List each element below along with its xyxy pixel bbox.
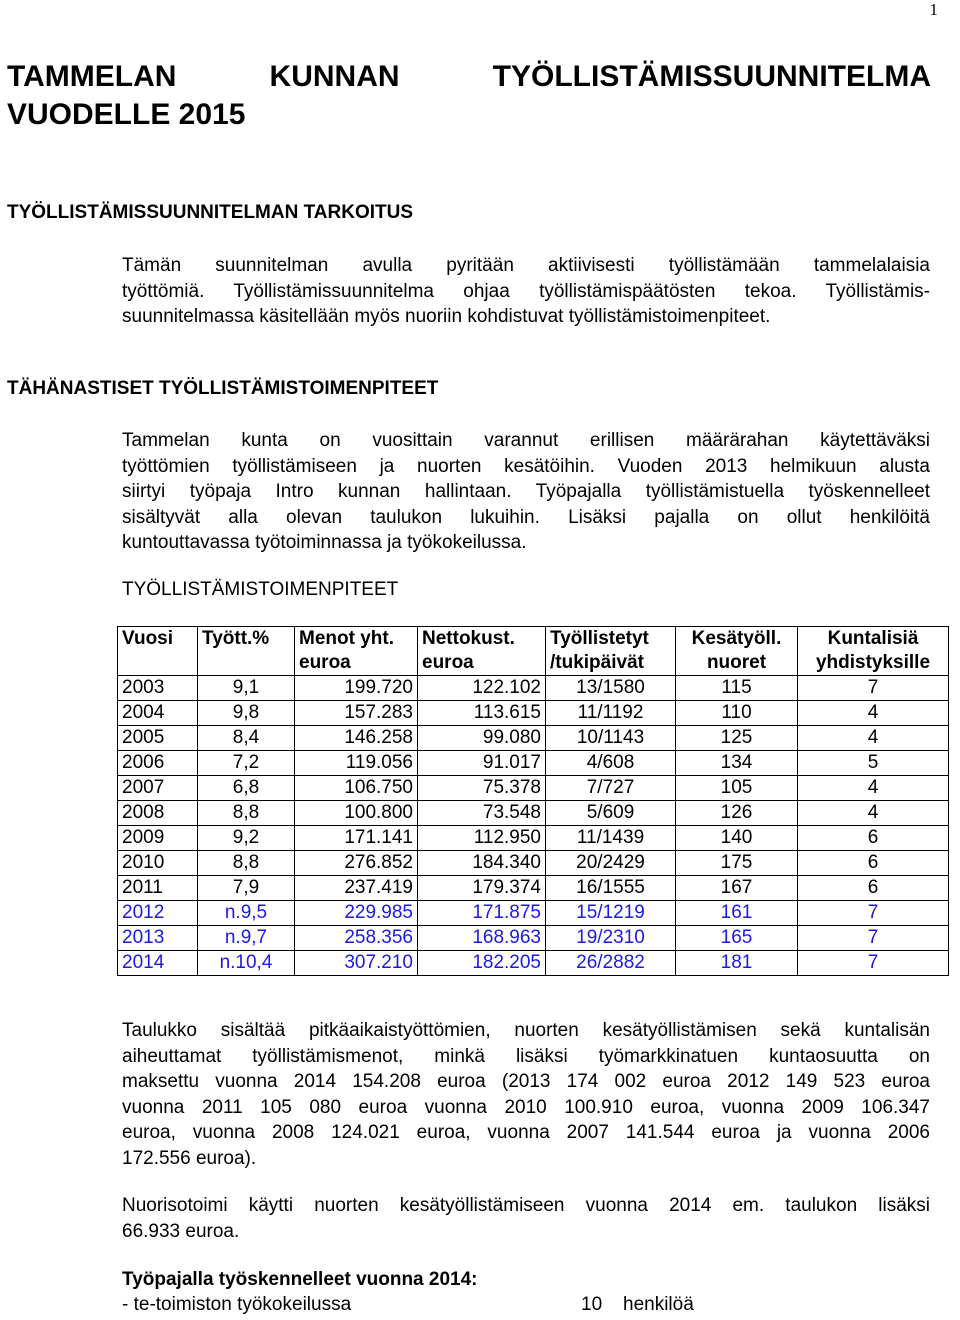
- table-row: [118, 751, 949, 776]
- cell-net-costs: 171.875: [418, 901, 546, 926]
- cell-employed: 20/2429: [546, 851, 676, 876]
- cell-year: 2003: [118, 676, 198, 701]
- cell-employed: 19/2310: [546, 926, 676, 951]
- cell-total-costs: 229.985: [295, 901, 418, 926]
- text-line: työttömiä. Työllistämissuunnitelma ohjaa työllistämispäätösten tekoa. Työllistämis-: [122, 280, 930, 302]
- cell-associations: 4: [798, 701, 949, 726]
- cell-employed: 7/727: [546, 776, 676, 801]
- table-row: [118, 951, 949, 976]
- title-word-1: TAMMELAN: [7, 60, 177, 93]
- cell-unemployment: 8,8: [198, 851, 295, 876]
- text-line: maksettu vuonna 2014 154.208 euroa (2013 174 002 euroa 2012 149 523 euroa: [122, 1071, 930, 1093]
- text-line: Tämän suunnitelman avulla pyritään aktiivisesti työllistämään tammelalaisia: [122, 255, 930, 276]
- cell-unemployment: n.9,5: [198, 901, 295, 926]
- cell-unemployment: 9,8: [198, 701, 295, 726]
- header-associations: Kuntalisiä yhdistyksille: [798, 627, 949, 676]
- table-row: [118, 676, 949, 701]
- text-line: Nuorisotoimi käytti nuorten kesätyöllistämiseen vuonna 2014 em. taulukon lisäksi: [122, 1195, 930, 1216]
- text-line: sisältyvät alla olevan taulukon lukuihin. Lisäksi pajalla on ollut henkilöitä: [122, 506, 930, 528]
- cell-associations: 7: [798, 901, 949, 926]
- cell-associations: 6: [798, 876, 949, 901]
- text-line: työttömien työllistämiseen ja nuorten kesätöihin. Vuoden 2013 helmikuun alusta: [122, 455, 930, 477]
- cell-summer-youth: 105: [676, 776, 798, 801]
- cell-total-costs: 258.356: [295, 926, 418, 951]
- table-caption: TYÖLLISTÄMISTOIMENPITEET: [122, 579, 399, 600]
- cell-total-costs: 276.852: [295, 851, 418, 876]
- cell-net-costs: 113.615: [418, 701, 546, 726]
- cell-employed: 15/1219: [546, 901, 676, 926]
- table-row: [118, 876, 949, 901]
- cell-net-costs: 168.963: [418, 926, 546, 951]
- cell-unemployment: 8,4: [198, 726, 295, 751]
- text-line: siirtyi työpaja Intro kunnan hallintaan. Työpajalla työllistämistuella työskennelleet: [122, 481, 930, 503]
- cell-net-costs: 179.374: [418, 876, 546, 901]
- cell-associations: 4: [798, 776, 949, 801]
- cell-unemployment: n.10,4: [198, 951, 295, 976]
- cell-associations: 4: [798, 801, 949, 826]
- header-year: Vuosi: [118, 627, 198, 676]
- table-header-row: [118, 627, 949, 676]
- cell-year: 2011: [118, 876, 198, 901]
- table-row: [118, 851, 949, 876]
- cell-net-costs: 99.080: [418, 726, 546, 751]
- cell-net-costs: 75.378: [418, 776, 546, 801]
- text-line: 66.933 euroa.: [122, 1220, 240, 1242]
- table-row: [118, 701, 949, 726]
- workshop-item-label: - te-toimiston työkokeilussa: [122, 1294, 352, 1315]
- text-line: aiheuttamat työllistämismenot, minkä lisäksi työmarkkinatuen kuntaosuutta on: [122, 1045, 930, 1067]
- cell-year: 2012: [118, 901, 198, 926]
- cell-year: 2010: [118, 851, 198, 876]
- cell-total-costs: 119.056: [295, 751, 418, 776]
- workshop-item-unit: henkilöä: [623, 1294, 694, 1315]
- cell-summer-youth: 165: [676, 926, 798, 951]
- text-line: kuntouttavassa työtoiminnassa ja työkokeilussa.: [122, 532, 527, 554]
- text-line: Taulukko sisältää pitkäaikaistyöttömien, nuorten kesätyöllistämisen sekä kuntalisän: [122, 1020, 930, 1041]
- header-net-costs: Nettokust. euroa: [418, 627, 546, 676]
- cell-employed: 11/1192: [546, 701, 676, 726]
- paragraph-youth-work: [122, 1193, 930, 1244]
- cell-unemployment: 7,9: [198, 876, 295, 901]
- cell-employed: 26/2882: [546, 951, 676, 976]
- text-line: Tammelan kunta on vuosittain varannut erillisen määrärahan käytettäväksi: [122, 430, 930, 451]
- cell-employed: 13/1580: [546, 676, 676, 701]
- cell-year: 2008: [118, 801, 198, 826]
- cell-summer-youth: 125: [676, 726, 798, 751]
- cell-net-costs: 91.017: [418, 751, 546, 776]
- cell-summer-youth: 126: [676, 801, 798, 826]
- title-word-2: KUNNAN: [269, 60, 400, 93]
- cell-associations: 6: [798, 826, 949, 851]
- cell-year: 2009: [118, 826, 198, 851]
- page-number: 1: [929, 0, 938, 19]
- cell-year: 2006: [118, 751, 198, 776]
- cell-employed: 11/1439: [546, 826, 676, 851]
- cell-total-costs: 307.210: [295, 951, 418, 976]
- text-line: vuonna 2011 105 080 euroa vuonna 2010 100.910 euroa, vuonna 2009 106.347: [122, 1096, 930, 1118]
- cell-net-costs: 182.205: [418, 951, 546, 976]
- cell-net-costs: 112.950: [418, 826, 546, 851]
- cell-total-costs: 171.141: [295, 826, 418, 851]
- cell-net-costs: 184.340: [418, 851, 546, 876]
- workshop-item-count: 10: [581, 1294, 603, 1315]
- cell-associations: 7: [798, 676, 949, 701]
- cell-associations: 6: [798, 851, 949, 876]
- section-heading-previous-measures: TÄHÄNASTISET TYÖLLISTÄMISTOIMENPITEET: [7, 378, 439, 399]
- cell-summer-youth: 181: [676, 951, 798, 976]
- table-row: [118, 901, 949, 926]
- text-line: euroa, vuonna 2008 124.021 euroa, vuonna 2007 141.544 euroa ja vuonna 2006: [122, 1122, 930, 1144]
- cell-summer-youth: 175: [676, 851, 798, 876]
- cell-net-costs: 122.102: [418, 676, 546, 701]
- table-row: [118, 926, 949, 951]
- cell-summer-youth: 167: [676, 876, 798, 901]
- text-line: 172.556 euroa).: [122, 1147, 257, 1169]
- text-line: suunnitelmassa käsitellään myös nuoriin kohdistuvat työllistämistoimenpiteet.: [122, 306, 771, 328]
- cell-summer-youth: 134: [676, 751, 798, 776]
- header-unemployment: Tyött.%: [198, 627, 295, 676]
- document-title: [7, 58, 931, 134]
- cell-unemployment: 6,8: [198, 776, 295, 801]
- cell-year: 2005: [118, 726, 198, 751]
- cell-summer-youth: 110: [676, 701, 798, 726]
- cell-associations: 7: [798, 926, 949, 951]
- workshop-heading: Työpajalla työskennelleet vuonna 2014:: [122, 1269, 478, 1290]
- header-summer-youth: Kesätyöll. nuoret: [676, 627, 798, 676]
- paragraph-previous-measures: [122, 428, 930, 556]
- employment-table: [117, 626, 949, 976]
- cell-employed: 4/608: [546, 751, 676, 776]
- table-body: [118, 676, 949, 976]
- header-employed: Työllistetyt /tukipäivät: [546, 627, 676, 676]
- cell-total-costs: 106.750: [295, 776, 418, 801]
- cell-unemployment: 9,1: [198, 676, 295, 701]
- cell-employed: 16/1555: [546, 876, 676, 901]
- section-heading-purpose: TYÖLLISTÄMISSUUNNITELMAN TARKOITUS: [7, 202, 414, 223]
- cell-total-costs: 100.800: [295, 801, 418, 826]
- cell-employed: 10/1143: [546, 726, 676, 751]
- table-row: [118, 801, 949, 826]
- cell-unemployment: 9,2: [198, 826, 295, 851]
- cell-associations: 5: [798, 751, 949, 776]
- cell-unemployment: n.9,7: [198, 926, 295, 951]
- header-total-costs: Menot yht. euroa: [295, 627, 418, 676]
- table-row: [118, 826, 949, 851]
- cell-year: 2007: [118, 776, 198, 801]
- cell-total-costs: 237.419: [295, 876, 418, 901]
- cell-unemployment: 7,2: [198, 751, 295, 776]
- cell-associations: 7: [798, 951, 949, 976]
- paragraph-table-note: [122, 1018, 930, 1172]
- workshop-list-item: [122, 1294, 722, 1316]
- cell-total-costs: 199.720: [295, 676, 418, 701]
- paragraph-purpose: [122, 253, 930, 330]
- table-row: [118, 726, 949, 751]
- cell-summer-youth: 140: [676, 826, 798, 851]
- cell-net-costs: 73.548: [418, 801, 546, 826]
- cell-year: 2004: [118, 701, 198, 726]
- cell-unemployment: 8,8: [198, 801, 295, 826]
- cell-year: 2013: [118, 926, 198, 951]
- title-line-2: VUODELLE 2015: [7, 98, 246, 131]
- title-word-3: TYÖLLISTÄMISSUUNNITELMA: [492, 60, 931, 93]
- cell-summer-youth: 115: [676, 676, 798, 701]
- cell-total-costs: 146.258: [295, 726, 418, 751]
- cell-associations: 4: [798, 726, 949, 751]
- table-row: [118, 776, 949, 801]
- cell-year: 2014: [118, 951, 198, 976]
- cell-total-costs: 157.283: [295, 701, 418, 726]
- cell-employed: 5/609: [546, 801, 676, 826]
- cell-summer-youth: 161: [676, 901, 798, 926]
